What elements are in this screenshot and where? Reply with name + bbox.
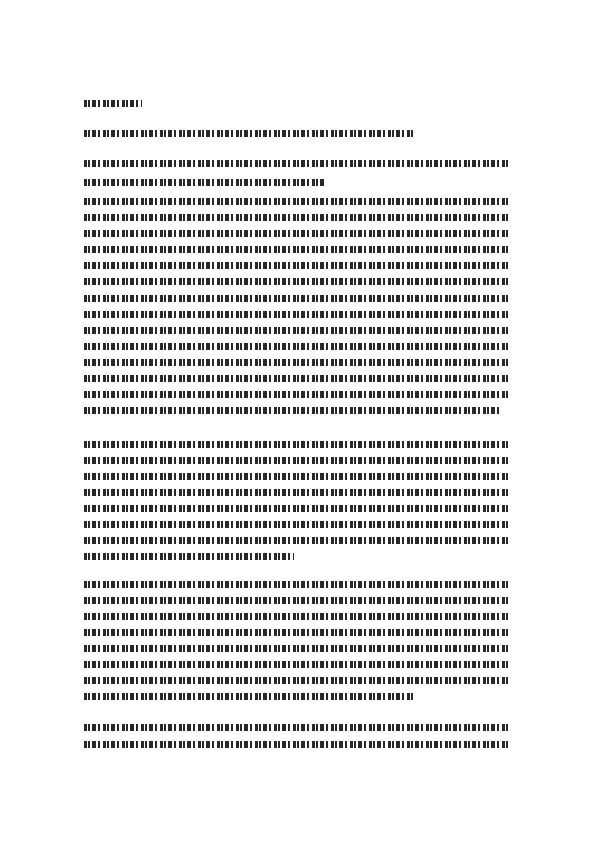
body-text-line — [84, 645, 509, 652]
body-text-line — [84, 553, 294, 560]
body-text-line — [84, 214, 509, 221]
body-text-line — [84, 295, 509, 302]
body-text-line — [84, 160, 509, 167]
body-text-line — [84, 198, 509, 205]
body-text-line — [84, 375, 509, 382]
body-text-line — [84, 724, 509, 731]
body-text-line — [84, 581, 509, 588]
body-text-line — [84, 505, 509, 512]
body-text-line — [84, 741, 509, 748]
body-text-line — [84, 343, 509, 350]
body-text-line — [84, 407, 499, 414]
body-text-line — [84, 597, 509, 604]
body-text-line — [84, 246, 509, 253]
body-text-line — [84, 311, 509, 318]
header-line — [84, 100, 142, 107]
body-text-line — [84, 441, 509, 448]
body-text-line — [84, 489, 509, 496]
title-line — [84, 130, 414, 137]
body-text-line — [84, 230, 509, 237]
body-text-line — [84, 391, 509, 398]
body-text-line — [84, 693, 414, 700]
body-text-line — [84, 262, 509, 269]
body-text-line — [84, 629, 509, 636]
body-text-line — [84, 179, 324, 186]
body-text-line — [84, 457, 509, 464]
body-text-line — [84, 521, 509, 528]
body-text-line — [84, 661, 509, 668]
body-text-line — [84, 359, 509, 366]
body-text-line — [84, 677, 509, 684]
body-text-line — [84, 537, 509, 544]
body-text-line — [84, 327, 509, 334]
body-text-line — [84, 278, 509, 285]
body-text-line — [84, 613, 509, 620]
body-text-line — [84, 473, 509, 480]
